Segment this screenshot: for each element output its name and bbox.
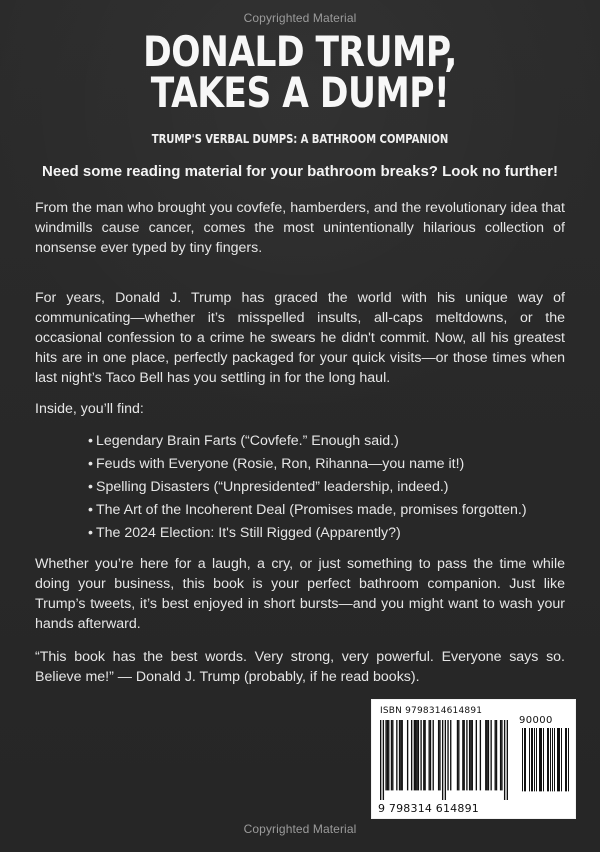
paragraph-2: For years, Donald J. Trump has graced the world with his unique way of communicating—whether it’s misspelled insults, all-caps meltdowns, or the occasional confession to a crime he swears he didn't commit. Now, all his greatest hits are in one place, perfectly packaged for your quick visits—or those times when last night’s Taco Bell has you settling in for the long haul.: [35, 290, 565, 386]
barcode-bar: [458, 720, 459, 790]
barcode-bar: [462, 720, 463, 790]
barcode-bar: [485, 720, 486, 790]
barcode-bar: [504, 720, 505, 800]
barcode-bar: [568, 728, 569, 791]
title-line-2: TAKES A DUMP!: [150, 68, 450, 118]
addon-barcode: [522, 728, 569, 800]
barcode-bar: [547, 728, 548, 791]
barcode-bar: [476, 720, 477, 790]
copyright-watermark-top: Copyrighted Material: [243, 11, 357, 25]
barcode-bar: [529, 728, 530, 791]
paragraph-4: Whether you’re here for a laugh, a cry, or just something to pass the time while doing your business, this book is your perfect bathroom companion. Just like Trump’s tweets, it’s best enjoyed in short bursts—and you might want to wash your hands afterward.: [35, 556, 565, 632]
barcode-bar: [488, 720, 489, 790]
feature-list-item: • Spelling Disasters (“Unpresidented” leadership, indeed.): [88, 476, 558, 499]
barcode-bar: [495, 720, 496, 790]
paragraph-1: From the man who brought you covfefe, hamberders, and the revolutionary idea that windmills cause cancer, comes the most unintentionally hilarious collection of nonsense ever typed by tiny fingers.: [35, 200, 565, 256]
barcode-bar: [383, 720, 384, 800]
barcode-bar: [548, 728, 549, 791]
barcode-bar: [438, 720, 439, 790]
barcode-digits: 9 798314 614891: [378, 802, 479, 815]
feature-list-item: • Legendary Brain Farts (“Covfefe.” Enough said.): [88, 430, 558, 453]
barcode-bar: [402, 720, 403, 790]
barcode-bar: [559, 728, 560, 791]
barcode-bar: [531, 728, 532, 791]
barcode-bar: [420, 720, 421, 790]
barcode-bar: [450, 720, 451, 790]
barcode-bar: [525, 728, 526, 791]
barcode-bar: [552, 728, 553, 791]
barcode-bar: [418, 720, 419, 790]
barcode-bar: [469, 720, 470, 790]
barcode-bar: [415, 720, 416, 790]
barcode-bar: [416, 720, 417, 790]
barcode-bar: [392, 720, 393, 790]
barcode-bar: [566, 728, 567, 791]
barcode-bar: [539, 728, 540, 791]
barcode-bar: [565, 728, 566, 791]
barcode-bar: [480, 720, 481, 790]
barcode-bar: [447, 720, 448, 790]
barcode-bar: [380, 720, 381, 800]
barcode-bar: [407, 720, 408, 790]
barcode-bar: [558, 728, 559, 791]
barcode-bar: [464, 720, 465, 790]
barcode-bar: [400, 720, 401, 790]
barcode-bar: [557, 728, 558, 791]
intro-lead: Need some reading material for your bathroom breaks? Look no further!: [42, 163, 558, 180]
barcode-bar: [429, 720, 430, 790]
barcode-bar: [445, 720, 446, 800]
barcode-box: [371, 699, 576, 819]
barcode-bar: [550, 728, 551, 791]
barcode-bar: [543, 728, 544, 791]
feature-list-item: • Feuds with Everyone (Rosie, Ron, Rihanna—you name it!): [88, 453, 558, 476]
barcode-bar: [532, 728, 533, 791]
copyright-watermark-bottom: Copyrighted Material: [243, 822, 357, 836]
cover-title: [54, 27, 546, 118]
barcode-bar: [490, 720, 491, 790]
barcode-bar: [414, 720, 415, 790]
barcode-bar: [472, 720, 473, 790]
barcode-bar: [457, 720, 458, 790]
barcode-bar: [536, 728, 537, 791]
barcode-bar: [396, 720, 397, 790]
quote-paragraph: “This book has the best words. Very strong, very powerful. Everyone says so. Believe me!” — Donald J. Trump (probably, if he read books).: [35, 649, 565, 685]
barcode-bar: [470, 720, 471, 790]
paragraph-3: Inside, you’ll find:: [35, 401, 144, 417]
barcode-bar: [486, 720, 487, 790]
barcode-bar: [507, 720, 508, 800]
barcode-bar: [430, 720, 431, 790]
barcode-bar: [541, 728, 542, 791]
cover-subtitle: TRUMP'S VERBAL DUMPS: A BATHROOM COMPANION: [151, 132, 449, 146]
barcode-bar: [534, 728, 535, 791]
barcode-bar: [423, 720, 424, 790]
ean-barcode: [380, 720, 508, 800]
barcode-bar: [522, 728, 523, 791]
barcode-bar: [496, 720, 497, 790]
barcode-bar: [388, 720, 389, 790]
barcode-bar: [442, 720, 443, 800]
feature-list-item: • The 2024 Election: It's Still Rigged (Apparently?): [88, 522, 558, 545]
barcode-bar: [524, 728, 525, 791]
barcode-bar: [399, 720, 400, 790]
barcode-bar: [411, 720, 412, 790]
barcode-bar: [466, 720, 467, 790]
barcode-bar: [391, 720, 392, 790]
barcode-bar: [439, 720, 440, 790]
barcode-bar: [501, 720, 502, 790]
barcode-bar: [387, 720, 388, 790]
barcode-addon-code: 90000: [519, 715, 553, 726]
title-line-1: DONALD TRUMP,: [143, 27, 457, 76]
barcode-bar: [500, 720, 501, 790]
isbn-label: ISBN 9798314614891: [380, 706, 483, 716]
barcode-bar: [554, 728, 555, 791]
feature-list-item: • The Art of the Incoherent Deal (Promises made, promises forgotten.): [88, 499, 558, 522]
feature-list: [88, 430, 558, 545]
barcode-bar: [424, 720, 425, 790]
barcode-bar: [561, 728, 562, 791]
barcode-bar: [433, 720, 434, 790]
barcode-bar: [540, 728, 541, 791]
barcode-bar: [385, 720, 386, 790]
